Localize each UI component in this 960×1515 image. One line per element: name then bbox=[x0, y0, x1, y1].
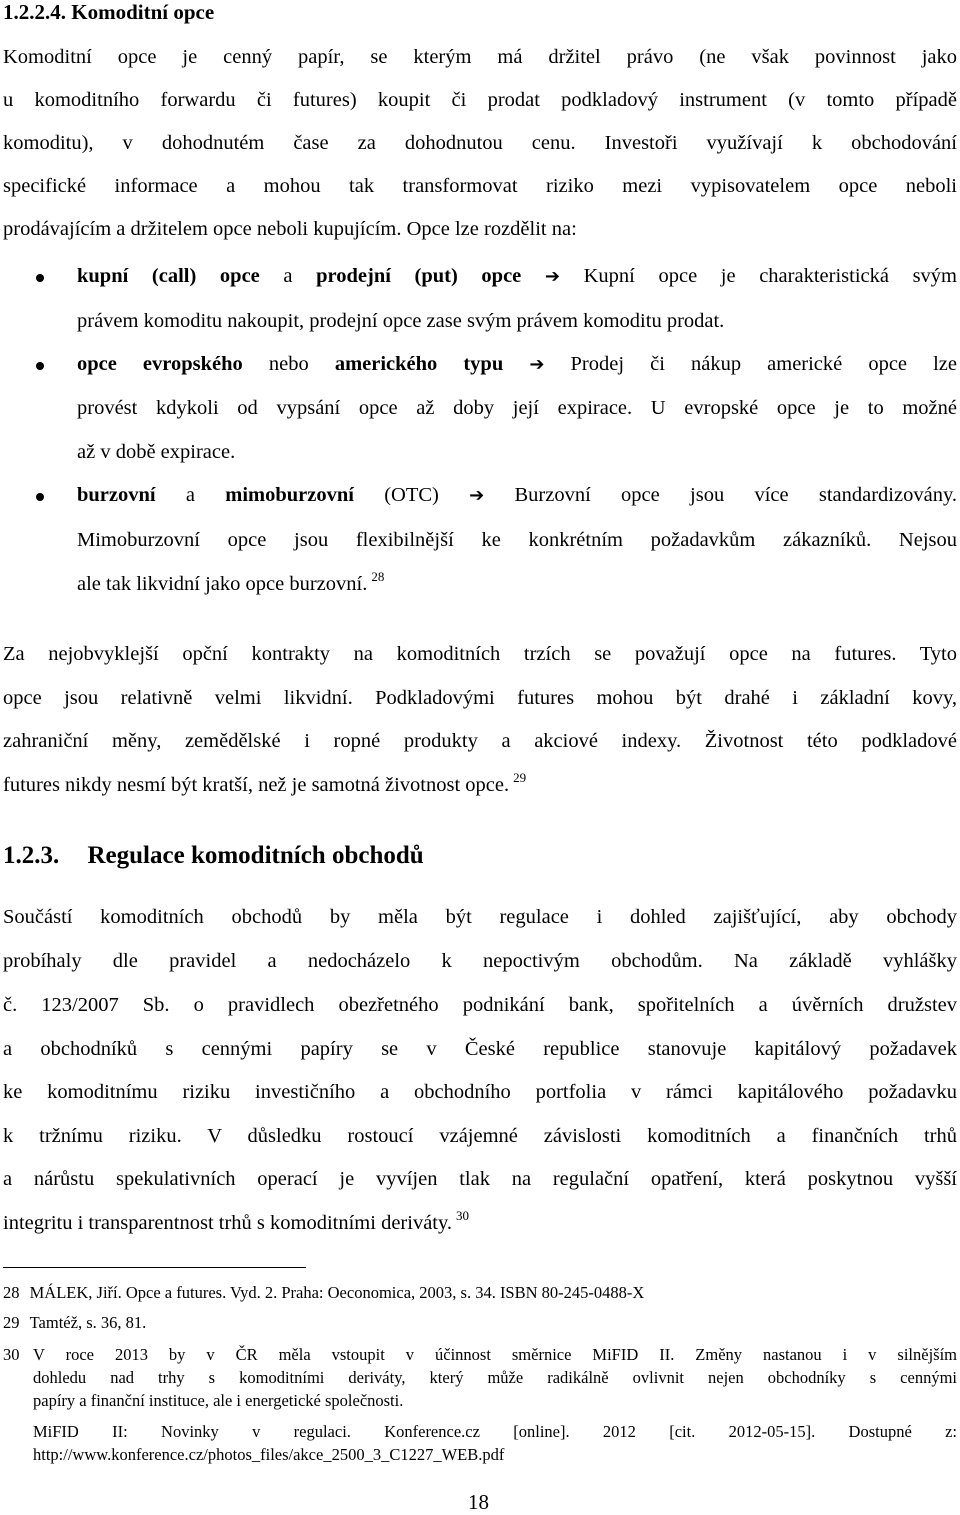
connector: a bbox=[155, 484, 226, 506]
paragraph-line: u komoditního forwardu či futures) koupit či prodat podkladový instrument (v tomto případě bbox=[3, 89, 957, 111]
term: burzovní bbox=[77, 484, 156, 506]
paragraph-line: č. 123/2007 Sb. o pravidlech obezřetného podnikání bank, spořitelních a úvěrních družstev bbox=[3, 994, 957, 1016]
paragraph-line: Za nejobvyklejší opční kontrakty na komoditních trzích se považují opce na futures. Tyto bbox=[3, 643, 957, 665]
description: Burzovní opce jsou více standardizovány. bbox=[514, 484, 957, 506]
paragraph-line: specifické informace a mohou tak transformovat riziko mezi vypisovatelem opce neboli bbox=[3, 175, 957, 197]
connector: (OTC) bbox=[353, 484, 439, 506]
paragraph-line: ke komoditnímu riziku investičního a obchodního portfolia v rámci kapitálového požadavku bbox=[3, 1081, 957, 1103]
list-item-line bbox=[77, 264, 957, 289]
footnote-text: Tamtéž, s. 36, 81. bbox=[29, 1313, 147, 1332]
paragraph-line: Součástí komoditních obchodů by měla být regulace i dohled zajišťující, aby obchody bbox=[3, 906, 957, 928]
footnote-ref[interactable]: 28 bbox=[371, 569, 385, 584]
list-item-line bbox=[77, 569, 385, 598]
heading-number: 1.2.3. bbox=[3, 842, 60, 869]
list-item-line: až v době expirace. bbox=[77, 441, 236, 463]
footnote-28 bbox=[3, 1283, 644, 1303]
paragraph-line: a obchodníků s cennými papíry se v České republice stanovuje kapitálový požadavek bbox=[3, 1038, 957, 1060]
paragraph-line: zahraniční měny, zemědělské i ropné produkty a akciové indexy. Životnost této podkladové bbox=[3, 730, 957, 752]
paragraph-line bbox=[3, 217, 577, 241]
footnote-number: 29 bbox=[3, 1313, 20, 1332]
paragraph-text: futures nikdy nesmí být kratší, než je samotná životnost opce. bbox=[3, 774, 510, 796]
connector: nebo bbox=[242, 353, 335, 375]
paragraph-text: integritu i transparentnost trhů s komoditními deriváty. bbox=[3, 1212, 453, 1234]
bullet-icon bbox=[36, 274, 44, 282]
bullet-icon bbox=[36, 362, 44, 370]
arrow-right-icon: ➔ bbox=[469, 485, 485, 506]
footnote-text: dohledu nad trhy s komoditními deriváty, který může radikálně ovlivnit nejen obchodníky s cennými bbox=[33, 1368, 957, 1387]
paragraph-line: komoditu), v dohodnutém čase za dohodnutou cenu. Investoři využívají k obchodování bbox=[3, 132, 957, 154]
footnote-text: V roce 2013 by v ČR měla vstoupit v účinnost směrnice MiFID II. Změny nastanou i v silnějším bbox=[33, 1345, 957, 1364]
term: amerického typu bbox=[334, 353, 504, 375]
footnote-29 bbox=[3, 1313, 146, 1333]
description: Prodej či nákup americké opce lze bbox=[570, 353, 958, 375]
section-heading: 1.2.2.4. Komoditní opce bbox=[3, 0, 215, 24]
footnote-text: MÁLEK, Jiří. Opce a futures. Vyd. 2. Praha: Oeconomica, 2003, s. 34. ISBN 80-245-0488-X bbox=[29, 1283, 645, 1302]
list-item-line bbox=[77, 483, 957, 508]
term: prodejní (put) opce bbox=[316, 265, 522, 287]
page-number: 18 bbox=[468, 1490, 489, 1514]
footnote-number: 28 bbox=[3, 1283, 20, 1302]
footnote-text: MiFID II: Novinky v regulaci. Konference.cz [online]. 2012 [cit. 2012-05-15]. Dostupné z: bbox=[33, 1422, 957, 1441]
arrow-right-icon: ➔ bbox=[544, 266, 560, 287]
paragraph-line: opce jsou relativně velmi likvidní. Podkladovými futures mohou být drahé i základní kovy, bbox=[3, 687, 957, 709]
paragraph-line: probíhaly dle pravidel a nedocházelo k nepoctivým obchodům. Na základě vyhlášky bbox=[3, 950, 957, 972]
description: Kupní opce je charakteristická svým bbox=[583, 265, 958, 287]
chapter-heading bbox=[3, 842, 424, 870]
paragraph-line bbox=[3, 770, 527, 799]
footnote-text: papíry a finanční instituce, ale i energetické společnosti. bbox=[33, 1391, 404, 1410]
footnote-number: 30 bbox=[3, 1345, 20, 1364]
footnote-ref[interactable]: 30 bbox=[456, 1208, 470, 1223]
term: opce evropského bbox=[77, 353, 243, 375]
footnote-ref[interactable]: 29 bbox=[513, 770, 527, 785]
list-item-line bbox=[77, 352, 957, 377]
paragraph-line: Komoditní opce je cenný papír, se kterým má držitel právo (ne však povinnost jako bbox=[3, 46, 957, 68]
list-item-line: Mimoburzovní opce jsou flexibilnější ke konkrétním požadavkům zákazníků. Nejsou bbox=[77, 529, 957, 551]
paragraph-text: Opce lze rozdělit na: bbox=[406, 218, 577, 240]
term: mimoburzovní bbox=[225, 484, 354, 506]
list-item-line: právem komoditu nakoupit, prodejní opce zase svým právem komoditu prodat. bbox=[77, 310, 725, 332]
list-item-text: ale tak likvidní jako opce burzovní. bbox=[77, 573, 368, 595]
paragraph-text: prodávajícím a držitelem opce neboli kupujícím. bbox=[3, 218, 402, 240]
connector: a bbox=[259, 265, 317, 287]
footnote-separator bbox=[3, 1267, 306, 1268]
bullet-icon bbox=[36, 493, 44, 501]
term: kupní (call) opce bbox=[77, 265, 260, 287]
heading-title: Regulace komoditních obchodů bbox=[87, 842, 424, 869]
footnote-link[interactable]: http://www.konference.cz/photos_files/akce_2500_3_C1227_WEB.pdf bbox=[33, 1445, 505, 1464]
paragraph-line: k tržnímu riziku. V důsledku rostoucí vzájemné závislosti komoditních a finančních trhů bbox=[3, 1125, 957, 1147]
arrow-right-icon: ➔ bbox=[529, 354, 545, 375]
list-item-line: provést kdykoli od vypsání opce až doby její expirace. U evropské opce je to možné bbox=[77, 397, 957, 419]
paragraph-line: a nárůstu spekulativních operací je vyvíjen tlak na regulační opatření, která poskytnou vyšší bbox=[3, 1168, 957, 1190]
paragraph-line bbox=[3, 1208, 470, 1237]
